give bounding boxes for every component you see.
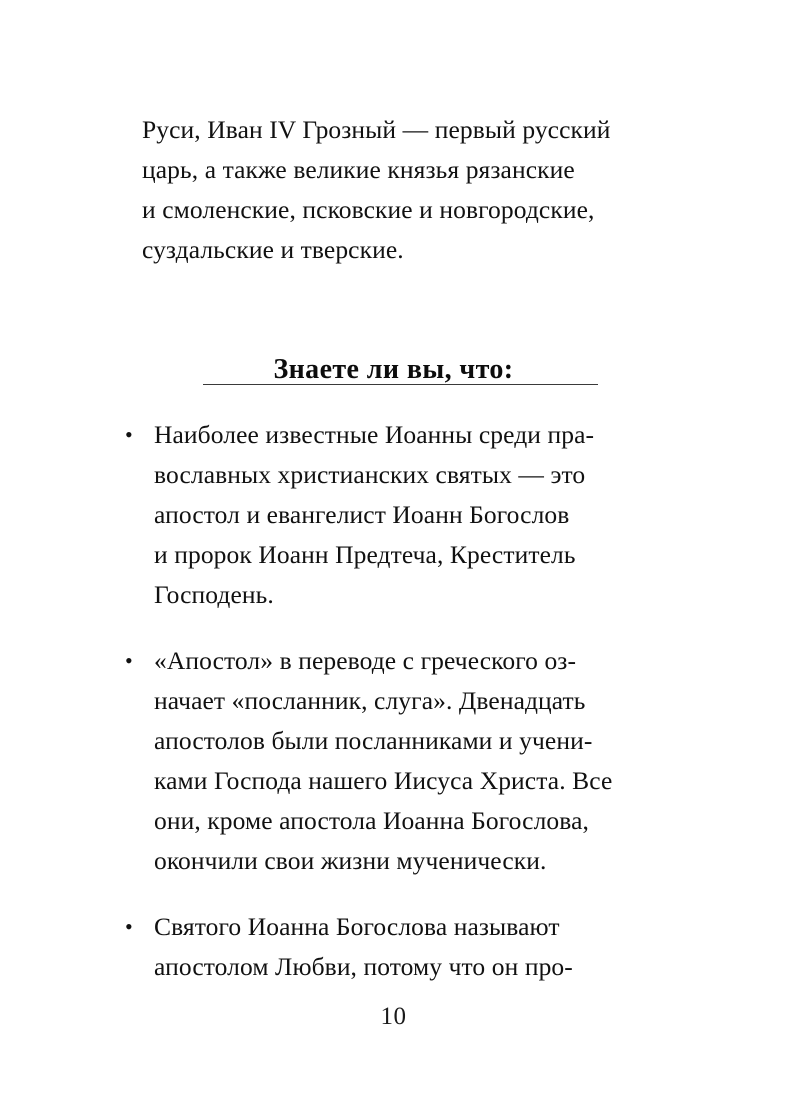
fact-list (112, 415, 698, 987)
fact-list-item-line: начает «посланник, слуга». Двенадцать (154, 686, 586, 715)
section-heading: Знаете ли вы, что: (273, 354, 514, 386)
intro-paragraph-line: царь, а также великие князья рязанские (142, 154, 575, 184)
bullet-point-icon: • (125, 914, 133, 939)
fact-list-item-line: апостолов были посланниками и учени- (154, 726, 593, 755)
fact-list-item-line: Святого Иоанна Богослова называют (154, 912, 560, 941)
fact-list-item (112, 907, 698, 987)
page-number: 10 (380, 1003, 407, 1030)
bullet-point-icon: • (125, 648, 133, 673)
fact-list-item-line: ками Господа нашего Иисуса Христа. Все (154, 766, 613, 795)
fact-list-item-line: Наиболее известные Иоанны среди пра- (154, 420, 595, 449)
fact-list-item (112, 641, 698, 881)
intro-paragraph-line: Руси, Иван IV Грозный — первый русский (142, 114, 611, 144)
intro-paragraph-line: и смоленские, псковские и новгородские, (142, 194, 595, 224)
fact-list-item-line: окончили свои жизни мученически. (154, 846, 547, 875)
fact-list-item-line: апостолом Любви, потому что он про- (154, 952, 573, 981)
fact-list-item-line: апостол и евангелист Иоанн Богослов (154, 500, 570, 529)
fact-list-item-line: и пророк Иоанн Предтеча, Креститель (154, 540, 576, 569)
fact-list-item-line: они, кроме апостола Иоанна Богослова, (154, 806, 589, 835)
fact-list-item-line: вославных христианских святых — это (154, 460, 586, 489)
fact-list-item-line: Господень. (154, 580, 274, 609)
bullet-point-icon: • (125, 422, 133, 447)
fact-list-item-line: «Апостол» в переводе с греческого оз- (154, 646, 577, 675)
intro-paragraph-line: суздальские и тверские. (142, 234, 404, 264)
fact-list-item (112, 415, 698, 615)
intro-paragraph (142, 110, 698, 270)
heading-divider-rule (203, 384, 598, 385)
